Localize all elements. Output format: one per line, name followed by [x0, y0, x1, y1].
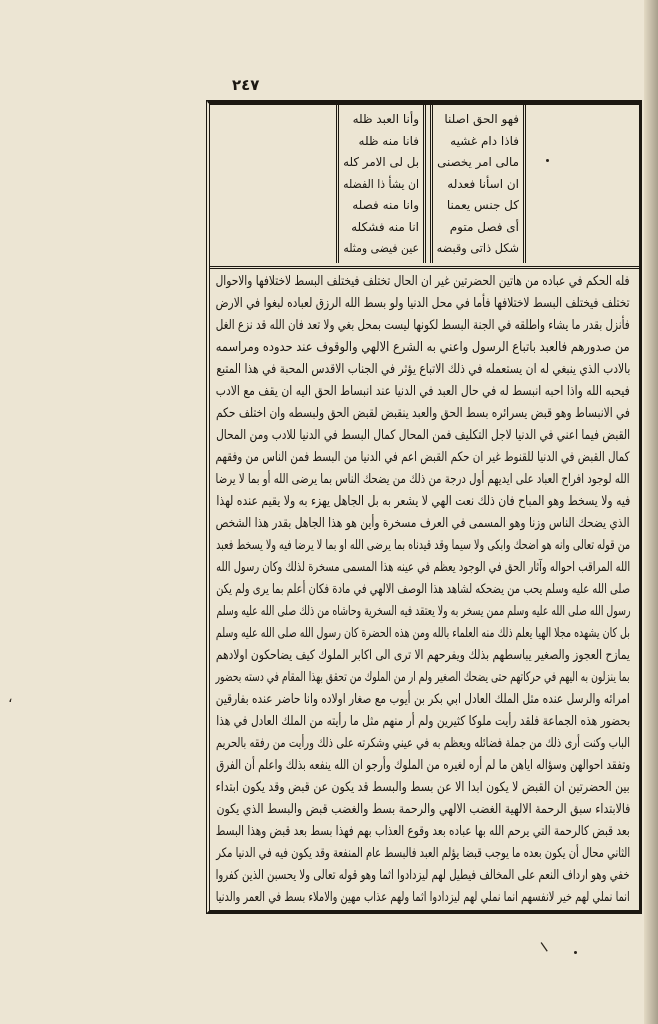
body-line [216, 601, 630, 623]
body-line-text: خفي وهو ارداف النعم على المخالف فيطيل لهم ليزدادوا اثما وهو قوله تعالى ولا يحسبن الذين كفروا [216, 868, 630, 883]
body-line [216, 865, 630, 887]
body-line [216, 513, 630, 535]
body-line-text: يمازح العجوز والصغير يباسطهم بذلك ويفرحهم الا ترى الى اكابر الملوك كيف يضاحكون اولادهم [216, 648, 630, 663]
body-line-text: فأنزل بقدر ما يشاء واطلقه في الجنة البسط لكونها ليست بمحل بغي ولا تعد فان الله قد نزع الغل [216, 318, 630, 333]
body-line [216, 843, 630, 865]
body-line-text: من قوله تعالى وانه هو اضحك وابكى ولا سيما وقد قيدناه بما يرضى الله او بما لا يرضا فيه ولا يسخط فعبد [216, 538, 630, 553]
body-line [216, 271, 630, 293]
verse-hemistich: وانا منه فصله [352, 198, 419, 212]
body-line-text: بما ينزلون به اليهم في حركاتهم حتى يضحك الصغير ولم ار من الملوك من تحقق بهذا المقام في دسته بحضور [216, 670, 630, 685]
verse-hemistich: مالى امر يخصنى [437, 155, 519, 169]
body-line-text: الذي يضحك الناس وزنا وهو المسمى في العرف مسخرة وأين هو هذا الجاهل بقدر هذا الشخص [216, 516, 630, 531]
verse-hemistich: فهو الحق اصلنا [444, 112, 519, 126]
verse-hemistich: ان يشأ ذا الفضله [343, 176, 419, 191]
body-line [216, 491, 630, 513]
body-line [216, 359, 630, 381]
body-line-text: بل كان يشهده مجلا الهيا يعلم ذلك منه العلماء بالله ومن هذه الحضرة كان رسول الله صلى الله عليه وسلم [216, 626, 630, 641]
page-number: ٢٤٧ [232, 76, 260, 94]
margin-mark: ا [538, 940, 552, 956]
verse-hemistich: أى فصل متوم [449, 219, 519, 234]
body-line [216, 403, 630, 425]
body-line-text: بحضور هذه الجماعة فلقد رأيت ملوكا كثيرين ولم أر منهم مثل ما رأيته من الملك العادل في هذا [216, 714, 630, 729]
body-line [216, 381, 630, 403]
body-line [216, 535, 630, 557]
body-line [216, 623, 630, 645]
body-line-text: فيه ولا يسخط وهو المباح فان ذلك نعت الهي لا يشعر به بل الجاهل يهزء به ولا يقيم عنده لهذا [216, 494, 630, 509]
margin-mark: ، [8, 690, 13, 706]
body-line-text: امرائه والرسل عنده مثل الملك العادل ابي بكر بن أيوب مع صغار اولاده وانا حاضر عنده بفارقين [216, 692, 630, 707]
body-line-text: بالادب الذي ينبغي له ان يستعمله في ذلك الاتباع يؤثر في الجناب الاقدس المحبة في هذا المتبع [216, 362, 630, 377]
body-line [216, 579, 630, 601]
verse-hemistich: وأنا العبد ظله [352, 112, 419, 126]
body-line [216, 711, 630, 733]
body-line [216, 689, 630, 711]
body-line [216, 469, 630, 491]
body-line-text: القبض فيما اعني في الدنيا لاجل التكليف فمن المحال كمال البسط في الدنيا للادب ومن المحال [216, 428, 630, 443]
body-line-text: انما نملي لهم خير لانفسهم انما نملي لهم ليزدادوا اثما ولهم عذاب مهين والاملاء بسط في العمر والدنيا [216, 890, 630, 905]
poem-column-left [336, 105, 426, 263]
body-line [216, 645, 630, 667]
body-line [216, 425, 630, 447]
verse-hemistich: بل لى الامر كله [343, 155, 419, 169]
body-line-text: فالابتداء سبق الرحمة الالهية الغضب الالهي والرحمة بسط والغضب قبض والبسط الذي يكون [216, 802, 630, 817]
body-line-text: بعد قبض كالرحمة التي يرحم الله بها عباده بعد وقوع العذاب بهم فهذا بسط بعد قبض وهذا البسط [216, 824, 630, 839]
body-line [216, 447, 630, 469]
poem-block [210, 105, 639, 269]
verse-hemistich: ان اسأنا فعدله [447, 176, 519, 191]
body-line [216, 799, 630, 821]
verse-hemistich: فاذا دام غشيه [450, 133, 519, 148]
verse-hemistich: عين فيضى ومثله [343, 241, 419, 255]
ink-dot [574, 951, 577, 954]
body-line-text: كمال القبض في الدنيا للقنوط غير ان حكم القبض اعم في الدنيا من البسط فمن الناس من وفقهم [216, 450, 630, 465]
body-line [216, 337, 630, 359]
body-line [216, 315, 630, 337]
body-line [216, 293, 630, 315]
body-text [216, 271, 630, 909]
body-line-text: بين الحضرتين ان القبض لا يكون ابدا الا عن بسط والبسط قد يكون عن قبض وقد يكون ابتداء [216, 780, 630, 795]
body-line-text: في الانبساط وهو قبض يسرائره بسط الحق والعبد ينقبض لقبض الحق ولبسطه وان اختلف حكم [216, 406, 630, 421]
body-line-text: صلى الله عليه وسلم يحب من يضحكه لشاهد هذا الوصف الالهي في مادة فكان أعلم بما يرى ولم يكن [216, 582, 630, 597]
body-line-text: فله الحكم في عباده من هاتين الحضرتين غير ان الحال تختلف فيختلف البسط لاختلافها والاحوال [216, 274, 630, 289]
body-line [216, 777, 630, 799]
body-line-text: الباب وكنت أرى ذلك من جملة فضائله ويعظم به في عيني وشكرته على ذلك ورأيت من رفقه بالحريم [216, 736, 630, 751]
verse-hemistich: شكل ذاتى وقبضه [436, 241, 519, 255]
body-line-text: وتفقد احوالهن وسؤاله اياهن ما لم أره لغيره من الملوك وأرجو ان الله ينفعه بذلك واعلم أن الفرق [216, 758, 630, 773]
text-frame [206, 100, 642, 914]
body-line [216, 887, 630, 909]
body-line [216, 755, 630, 777]
body-line-text: الثاني محال أن يكون بعده ما يوجب قبضا يؤلم العبد فالبسط عام المنفعة وقد يكون فيه في الدنيا مكر [216, 846, 630, 861]
body-line [216, 821, 630, 843]
body-line-text: رسول الله صلى الله عليه وسلم ممن يسخر به ولا يعتقد فيه السخرية وحاشاه من ذلك صلى الله عليه وسلم [216, 604, 630, 619]
body-line-text: فيحبه الله واذا احبه انبسط له في حال العبد في الدنيا عند انبساط الحق اليه ان يقف مع الادب [216, 384, 630, 399]
body-line [216, 667, 630, 689]
verse-hemistich: كل جنس يعمنا [446, 198, 519, 212]
poem-column-right [430, 105, 526, 263]
body-line-text: الله المراقب احواله وآثار الحق في الوجود يعظم في عينه هذا المسمى مسخرة لذلك وكان رسول الله [216, 560, 630, 575]
body-line-text: الله لوجود افراح العباد على ايديهم أول درجة من ذلك من يضحك الناس بما يرضى الله أو بما لا يرضا [216, 472, 630, 487]
body-line-text: من صدورهم فالعبد باتباع الرسول واعني به الشرع الالهي والوقوف عند حدوده ومراسمه [216, 340, 630, 355]
page-edge-shadow [644, 0, 658, 1024]
verse-hemistich: فانا منه ظله [358, 133, 419, 148]
body-line-text: تختلف فيختلف البسط لاختلافها فأما في محل الدنيا ولو بسط الله الرزق لعباده لبغوا في الارض [216, 296, 630, 311]
body-line [216, 557, 630, 579]
body-line [216, 733, 630, 755]
verse-hemistich: انا منه فشكله [351, 219, 419, 234]
ink-dot [546, 159, 549, 162]
